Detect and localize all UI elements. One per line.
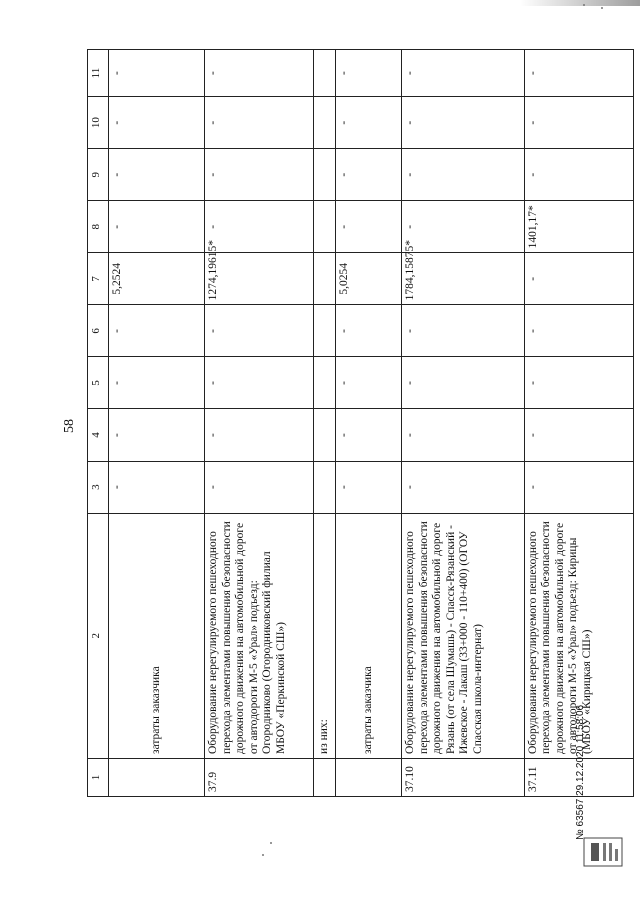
- cell-value: -: [336, 305, 402, 357]
- cell-value: -: [401, 201, 524, 253]
- table-row: [205, 50, 314, 797]
- cell-value: [314, 149, 336, 201]
- cell-value: -: [401, 97, 524, 149]
- row-number: [314, 758, 336, 796]
- footer-doc-id: № 63567: [575, 798, 586, 840]
- cell-value: -: [205, 409, 314, 461]
- cell-value: -: [205, 201, 314, 253]
- cell-value: -: [336, 201, 402, 253]
- cell-value: 5,0254: [336, 253, 402, 305]
- table-row: [524, 50, 633, 797]
- cell-value: [314, 201, 336, 253]
- cell-value: -: [524, 357, 633, 409]
- cell-value: -: [108, 461, 204, 513]
- cell-value: -: [108, 50, 204, 97]
- cell-value: -: [401, 357, 524, 409]
- header-row: [88, 50, 109, 797]
- footer-timestamp: 29.12.2020 11:58:06: [575, 704, 586, 796]
- cell-value: [314, 253, 336, 305]
- cell-value: -: [205, 97, 314, 149]
- column-header: 7: [88, 253, 109, 305]
- row-number: [336, 758, 402, 796]
- seal-stamp-icon: [581, 835, 625, 869]
- data-table: [87, 49, 634, 797]
- cell-value: -: [108, 201, 204, 253]
- cell-value: -: [108, 409, 204, 461]
- column-header: 6: [88, 305, 109, 357]
- document-footer: [575, 705, 586, 840]
- cell-value: -: [401, 50, 524, 97]
- row-description: затраты заказчика: [336, 513, 402, 758]
- scan-speck: [601, 7, 603, 9]
- cell-value: -: [401, 149, 524, 201]
- cell-value: -: [401, 409, 524, 461]
- cell-value: -: [524, 409, 633, 461]
- cell-value: -: [524, 149, 633, 201]
- column-header: 11: [88, 50, 109, 97]
- cell-value: -: [205, 461, 314, 513]
- cell-value: -: [205, 50, 314, 97]
- cell-value: -: [108, 149, 204, 201]
- row-number: 37.11: [524, 758, 633, 796]
- column-header: 9: [88, 149, 109, 201]
- cell-value: -: [205, 149, 314, 201]
- cell-value: [314, 305, 336, 357]
- cell-value: [314, 357, 336, 409]
- cell-value: -: [108, 305, 204, 357]
- page-number: 58: [62, 419, 77, 433]
- column-header: 2: [88, 513, 109, 758]
- cell-value: [314, 50, 336, 97]
- table-row: [314, 50, 336, 797]
- row-description: Оборудование нерегулируемого пешеходного перехода элементами повышения безопасности дорожного движения на автомобильной дороге от автодороги М-5 «Урал» подъезд: Огородниково (Огородниковский филиал МБОУ «Перкинской СШ»): [205, 513, 314, 758]
- row-number: 37.10: [401, 758, 524, 796]
- cell-value: -: [336, 461, 402, 513]
- cell-value: -: [401, 305, 524, 357]
- column-header: 1: [88, 758, 109, 796]
- scan-edge-shadow: [520, 0, 640, 6]
- column-header: 5: [88, 357, 109, 409]
- cell-value: -: [205, 305, 314, 357]
- rotated-table-wrapper: [87, 49, 634, 797]
- column-header: 4: [88, 409, 109, 461]
- cell-value: [314, 461, 336, 513]
- cell-value: 5,2524: [108, 253, 204, 305]
- table-row: [336, 50, 402, 797]
- row-number: [108, 758, 204, 796]
- scan-speck: [262, 854, 264, 856]
- cell-value: -: [336, 149, 402, 201]
- cell-value: -: [524, 97, 633, 149]
- cell-value: -: [108, 97, 204, 149]
- cell-value: -: [205, 357, 314, 409]
- scan-speck: [583, 4, 585, 6]
- cell-value: -: [524, 305, 633, 357]
- cell-value: -: [336, 409, 402, 461]
- scan-speck: [270, 842, 272, 844]
- cell-value: -: [336, 97, 402, 149]
- cell-value: 1401,17*: [524, 201, 633, 253]
- cell-value: -: [524, 461, 633, 513]
- row-description: Оборудование нерегулируемого пешеходного перехода элементами повышения безопасности дорожного движения на автомобильной дороге от автодороги М-5 «Урал» подъезд: Кирицы (МБОУ «Кирицкая СШ»): [524, 513, 633, 758]
- table-row: [401, 50, 524, 797]
- cell-value: 1274,19615*: [205, 253, 314, 305]
- row-description: затраты заказчика: [108, 513, 204, 758]
- column-header: 3: [88, 461, 109, 513]
- cell-value: -: [524, 253, 633, 305]
- cell-value: -: [108, 357, 204, 409]
- row-number: 37.9: [205, 758, 314, 796]
- cell-value: -: [336, 50, 402, 97]
- cell-value: [314, 409, 336, 461]
- cell-value: -: [401, 461, 524, 513]
- cell-value: [314, 97, 336, 149]
- table-row: [108, 50, 204, 797]
- column-header: 8: [88, 201, 109, 253]
- row-description: Оборудование нерегулируемого пешеходного перехода элементами повышения безопасности дорожного движения на автомобильной дороге Рязань (от села Шумашь) - Спасск-Рязанский - Ижевское - Лакаш (33+000 - 110+400) (ОГОУ Спасская школа-интернат): [401, 513, 524, 758]
- column-header: 10: [88, 97, 109, 149]
- cell-value: -: [336, 357, 402, 409]
- row-description: из них:: [314, 513, 336, 758]
- cell-value: 1784,15875*: [401, 253, 524, 305]
- cell-value: -: [524, 50, 633, 97]
